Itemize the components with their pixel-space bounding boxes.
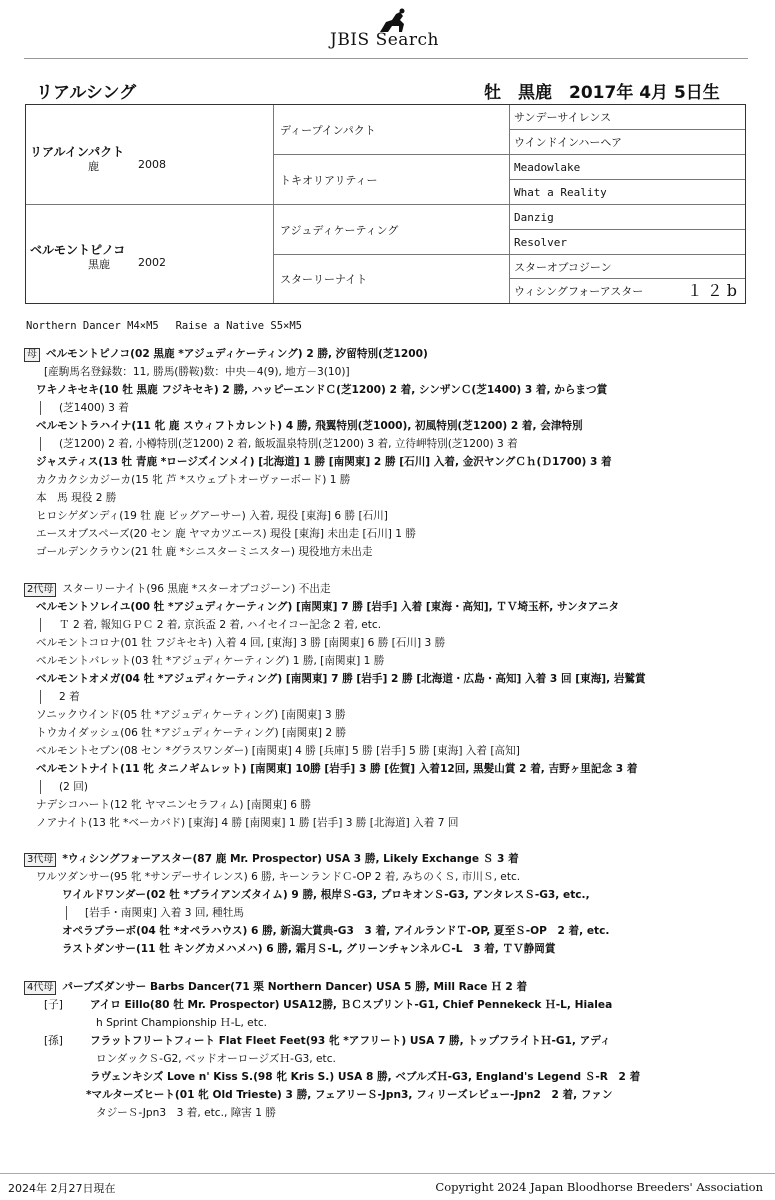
family-line-text: ベルモントナイト(11 牝 タニノギムレット) [南関東] 10勝 [岩手] 3 勝 [佐賀] 入着12回, 黒髪山賞 2 着, 吉野ヶ里記念 3 着	[36, 763, 638, 775]
family-line	[24, 1086, 744, 1104]
family-line	[24, 742, 744, 760]
pedigree-gen2-cell[interactable]: ディープインパクト	[274, 105, 510, 155]
logo-text: JBIS Search	[330, 30, 440, 50]
family-line-text: ベルモントコロナ(01 牡 フジキセキ) 入着 4 回, [東海] 3 勝 [南関東] 6 勝 [石川] 3 勝	[36, 637, 446, 649]
child-label: [子]	[44, 999, 63, 1011]
family-line	[24, 471, 744, 489]
second-dam-section	[24, 580, 744, 832]
family-line	[24, 978, 744, 996]
sire-name: リアルインパクト	[30, 145, 125, 159]
footer-divider	[0, 1173, 775, 1174]
family-line-text: ワルツダンサー(95 牝 *サンデーサイレンス) 6 勝, キーンランドＣ-OP 2 着, みちのくＳ, 市川Ｓ, etc.	[36, 871, 521, 883]
family-line	[24, 616, 744, 634]
continuation-bar	[40, 437, 41, 451]
family-line	[24, 634, 744, 652]
pedigree-gen3-cell[interactable]: Meadowlake	[510, 155, 745, 180]
family-line	[24, 580, 744, 598]
dam-section	[24, 345, 744, 561]
family-line-text: *マルターズヒート(01 牝 Old Trieste) 3 勝, フェアリーＳ-Jpn3, フィリーズレビュー-Jpn2 2 着, ファン	[86, 1089, 613, 1101]
family-line	[24, 796, 744, 814]
family-line-text: ベルモントオメガ(04 牡 *アジュディケーティング) [南関東] 7 勝 [岩手] 2 勝 [北海道・広島・高知] 入着 3 回 [東海], 岩鷲賞	[36, 673, 646, 685]
dam-color: 黒鹿	[88, 258, 110, 271]
pedigree-gen3-cell[interactable]: Danzig	[510, 205, 745, 230]
family-line	[24, 399, 744, 417]
continuation-bar	[40, 401, 41, 415]
family-line-text: ラストダンサー(11 牡 キングカメハメハ) 6 勝, 霜月Ｓ-L, グリーンチャンネルＣ-L 3 着, ＴＶ静岡賞	[62, 943, 556, 955]
family-line-text: 2 着	[59, 691, 80, 703]
pedigree-gen3-cell[interactable]: Resolver	[510, 230, 745, 255]
family-line	[24, 525, 744, 543]
dam-year: 2002	[138, 256, 166, 269]
family-line	[24, 435, 744, 453]
family-line-text: [岩手・南関東] 入着 3 回, 種牡馬	[85, 907, 244, 919]
family-line	[24, 670, 744, 688]
pedigree-gen2-cell[interactable]: トキオリアリティー	[274, 155, 510, 205]
copyright: Copyright 2024 Japan Bloodhorse Breeders' Association	[435, 1180, 763, 1194]
family-line	[24, 940, 744, 958]
family-line	[24, 904, 744, 922]
family-line-text: ロンダックＳ-G2, ベッドオーロージズＨ-G3, etc.	[96, 1053, 336, 1065]
section-tag: 4代母	[24, 981, 56, 995]
family-line	[24, 652, 744, 670]
grandchild-label: [孫]	[44, 1035, 63, 1047]
continuation-bar	[40, 618, 41, 632]
family-line-text: ベルモントラハイナ(11 牝 鹿 スウィフトカレント) 4 勝, 飛翼特別(芝1000), 初風特別(芝1200) 2 着, 会津特別	[36, 420, 583, 432]
jbis-logo[interactable]	[330, 8, 460, 56]
family-line-text: スターリーナイト(96 黒鹿 *スターオブコジーン) 不出走	[62, 583, 331, 595]
family-line	[24, 598, 744, 616]
family-line	[24, 417, 744, 435]
family-line	[24, 453, 744, 471]
family-line-text: ベルモントピノコ(02 黒鹿 *アジュディケーティング) 2 勝, 汐留特別(芝1200)	[46, 348, 428, 360]
pedigree-dam-cell[interactable]	[26, 205, 274, 303]
family-line	[24, 345, 744, 363]
family-line-text: ヒロシゲダンディ(19 牡 鹿 ビッグアーサー) 入着, 現役 [東海] 6 勝 [石川]	[36, 510, 388, 522]
family-line-text: タジーＳ-Jpn3 3 着, etc., 障害 1 勝	[96, 1107, 276, 1119]
family-line-text: ジャスティス(13 牡 青鹿 *ロージズインメイ) [北海道] 1 勝 [南関東] 2 勝 [石川] 入着, 金沢ヤングＣｈ(Ｄ1700) 3 着	[36, 456, 612, 468]
pedigree-gen3-cell[interactable]: What a Reality	[510, 180, 745, 205]
sire-year: 2008	[138, 158, 166, 171]
family-line-text: ワイルドワンダー(02 牡 *ブライアンズタイム) 9 勝, 根岸Ｓ-G3, プロキオンＳ-G3, アンタレスＳ-G3, etc.,	[62, 889, 590, 901]
family-line	[24, 1104, 744, 1122]
as-of-date: 2024年 2月27日現在	[8, 1182, 116, 1195]
family-line	[24, 996, 744, 1014]
section-tag: 母	[24, 348, 40, 362]
family-line-text: *ウィシングフォーアスター(87 鹿 Mr. Prospector) USA 3 勝, Likely Exchange Ｓ 3 着	[62, 853, 519, 865]
family-line	[24, 381, 744, 399]
family-line	[24, 1014, 744, 1032]
family-line-text: ラヴェンキシズ Love n' Kiss S.(98 牝 Kris S.) USA 8 勝, ベブルズＨ-G3, England's Legend Ｓ-R 2 着	[90, 1071, 641, 1083]
continuation-bar	[40, 780, 41, 794]
family-line	[24, 1032, 744, 1050]
family-line	[24, 363, 744, 381]
third-dam-section	[24, 850, 744, 958]
family-line	[24, 724, 744, 742]
family-line-text: ゴールデンクラウン(21 牡 鹿 *シニスターミニスター) 現役地方未出走	[36, 546, 373, 558]
family-line-text: アイロ Eillo(80 牡 Mr. Prospector) USA12勝, ＢＣスプリント-G1, Chief Pennekeck Ｈ-L, Hialea	[90, 999, 613, 1011]
family-number: １２b	[686, 281, 741, 300]
pedigree-gen3-cell[interactable]: ウインドインハーヘア	[510, 130, 745, 155]
family-line-text: (芝1200) 2 着, 小樽特別(芝1200) 2 着, 飯坂温泉特別(芝1200) 3 着, 立待岬特別(芝1200) 3 着	[59, 438, 518, 450]
pedigree-gen3-cell[interactable]: サンデーサイレンス	[510, 105, 745, 130]
family-line-text: ソニックウインド(05 牡 *アジュディケーティング) [南関東] 3 勝	[36, 709, 346, 721]
family-line-text: Ｔ 2 着, 報知ＧＰＣ 2 着, 京浜盃 2 着, ハイセイコー記念 2 着, etc.	[59, 619, 382, 631]
section-tag: 2代母	[24, 583, 56, 597]
family-line-text: ベルモントバレット(03 牡 *アジュディケーティング) 1 勝, [南関東] 1 勝	[36, 655, 385, 667]
family-line	[24, 868, 744, 886]
family-line	[24, 778, 744, 796]
family-line-text: ベルモントセブン(08 セン *グラスワンダー) [南関東] 4 勝 [兵庫] 5 勝 [岩手] 5 勝 [東海] 入着 [高知]	[36, 745, 520, 757]
horse-name: リアルシング	[36, 83, 137, 103]
family-line	[24, 1050, 744, 1068]
pedigree-gen2-cell[interactable]: アジュディケーティング	[274, 205, 510, 255]
pedigree-sire-cell[interactable]	[26, 105, 274, 205]
family-line-text: オペラブラーボ(04 牡 *オペラハウス) 6 勝, 新潟大賞典-G3 3 着, アイルランドＴ-OP, 夏至Ｓ-OP 2 着, etc.	[62, 925, 610, 937]
family-line	[24, 688, 744, 706]
family-line-text: [産駒馬名登録数：11, 勝馬(勝鞍)数：中央－4(9), 地方－3(10)]	[44, 366, 350, 378]
family-line	[24, 922, 744, 940]
fourth-dam-section	[24, 978, 744, 1122]
family-line-text: ナデシコハート(12 牝 ヤマニンセラフィム) [南関東] 6 勝	[36, 799, 311, 811]
family-line-text: h Sprint Championship Ｈ-L, etc.	[96, 1017, 268, 1029]
sire-color: 鹿	[88, 160, 99, 173]
family-line-text: トウカイダッシュ(06 牡 *アジュディケーティング) [南関東] 2 勝	[36, 727, 347, 739]
family-line-text: ベルモントソレイユ(00 牡 *アジュディケーティング) [南関東] 7 勝 [岩手] 入着 [東海・高知], ＴＶ埼玉杯, サンタアニタ	[36, 601, 620, 613]
family-line-text: エースオブスペーズ(20 セン 鹿 ヤマカツエース) 現役 [東海] 未出走 [石川] 1 勝	[36, 528, 416, 540]
pedigree-gen3-cell[interactable]	[510, 279, 745, 303]
pedigree-table	[25, 104, 746, 304]
section-tag: 3代母	[24, 853, 56, 867]
family-line-text: (2 回)	[59, 781, 88, 793]
family-line	[24, 507, 744, 525]
family-line	[24, 1068, 744, 1086]
family-line-text: ノアナイト(13 牝 *ベーカバド) [東海] 4 勝 [南関東] 1 勝 [岩手] 3 勝 [北海道] 入着 7 回	[36, 817, 459, 829]
family-line	[24, 760, 744, 778]
continuation-bar	[40, 690, 41, 704]
family-line	[24, 850, 744, 868]
pedigree-gen2-cell[interactable]: スターリーナイト	[274, 255, 510, 303]
pedigree-gen3-cell[interactable]: スターオブコジーン	[510, 255, 745, 279]
family-line-text: ワキノキセキ(10 牡 黒鹿 フジキセキ) 2 勝, ハッピーエンドＣ(芝1200) 2 着, シンザンＣ(芝1400) 3 着, からまつ賞	[36, 384, 608, 396]
family-line	[24, 814, 744, 832]
horse-info: 牡 黒鹿 2017年 4月 5日生	[484, 83, 720, 103]
header-divider	[24, 58, 748, 59]
family-line	[24, 543, 744, 561]
family-line	[24, 886, 744, 904]
pedigree-gen3-label: ウィシングフォーアスター	[514, 285, 644, 298]
family-line-text: パーブズダンサー Barbs Dancer(71 栗 Northern Dancer) USA 5 勝, Mill Race Ｈ 2 着	[62, 981, 528, 993]
continuation-bar	[66, 906, 67, 920]
family-line-text: フラットフリートフィート Flat Fleet Feet(93 牝 *アフリート) USA 7 勝, トップフライトＨ-G1, アディ	[90, 1035, 611, 1047]
family-line	[24, 489, 744, 507]
dam-name: ベルモントピノコ	[30, 243, 126, 257]
family-line	[24, 706, 744, 724]
family-line-text: (芝1400) 3 着	[59, 402, 129, 414]
inbreeding-note: Northern Dancer M4×M5 Raise a Native S5×M5	[26, 320, 303, 332]
family-line-text: カクカクシカジーカ(15 牝 芦 *スウェプトオーヴァーボード) 1 勝	[36, 474, 351, 486]
family-line-text: 本 馬 現役 2 勝	[36, 492, 117, 504]
